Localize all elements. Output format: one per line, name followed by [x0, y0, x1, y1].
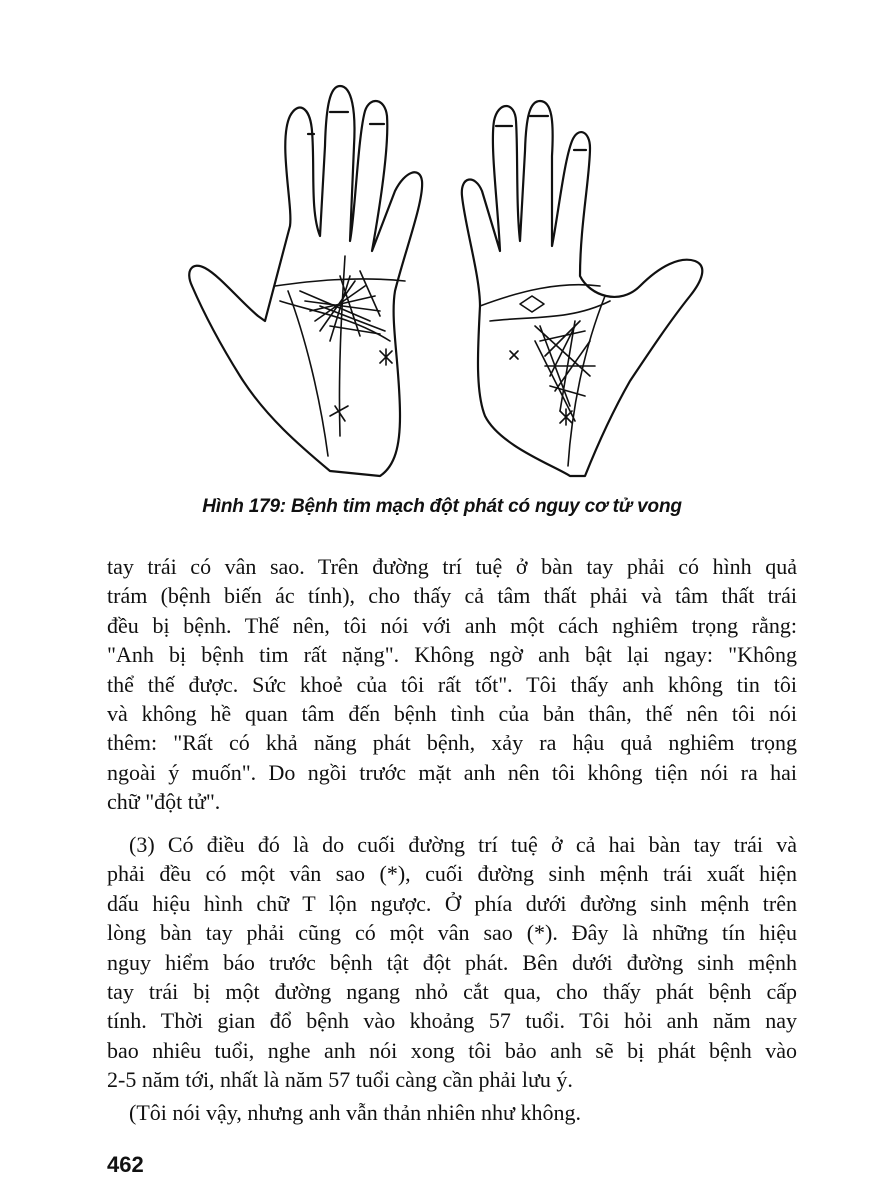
left-hand-outline: [189, 86, 422, 476]
left-star-mark: [380, 349, 392, 365]
right-head-line: [490, 301, 610, 321]
text-line: đều bị bệnh. Thế nên, tôi nói với anh một cách nghiêm trọng rằng:: [107, 612, 797, 638]
paragraph-1: [107, 552, 797, 817]
left-heart-line: [275, 279, 405, 286]
text-line: tay trái bị một đường ngang nhỏ cắt qua, cho thấy phát bệnh cấp: [107, 979, 797, 1005]
text-line: nguy hiểm báo trước bệnh tật đột phát. Bên dưới đường sinh mệnh: [107, 949, 797, 975]
text-line: tay trái có vân sao. Trên đường trí tuệ ở bàn tay phải có hình quả: [107, 554, 797, 579]
text-line: chữ "đột tử".: [107, 789, 221, 815]
text-line: tính. Thời gian đổ bệnh vào khoảng 57 tuổi. Tôi hỏi anh năm nay: [107, 1008, 797, 1034]
text-line: (Tôi nói vậy, nhưng anh vẫn thản nhiên như không.: [129, 1100, 581, 1125]
text-line: 2-5 năm tới, nhất là năm 57 tuổi càng cần phải lưu ý.: [107, 1067, 573, 1093]
text-line: và không hề quan tâm đến bệnh tình của bản thân, thế nên tôi nói: [107, 701, 797, 727]
text-line: ngoài ý muốn". Do ngồi trước mặt anh nên tôi không tiện nói ra hai: [107, 759, 797, 785]
text-line: thêm: "Rất có khả năng phát bệnh, xảy ra hậu quả nghiêm trọng: [107, 730, 797, 756]
text-line: (3) Có điều đó là do cuối đường trí tuệ ở cả hai bàn tay trái và: [129, 832, 797, 857]
palm-illustration: [180, 76, 720, 486]
text-line: bao nhiêu tuổi, nghe anh nói xong tôi bảo anh sẽ bị phát bệnh vào: [107, 1037, 797, 1063]
right-hand-outline: [462, 101, 702, 476]
right-diamond-mark: [520, 296, 544, 312]
right-hand-drawing: [462, 101, 702, 476]
paragraph-2: [107, 830, 797, 1095]
paragraph-3: [107, 1098, 797, 1127]
text-line: "Anh bị bệnh tim rất nặng". Không ngờ anh bật lại ngay: "Không: [107, 642, 797, 668]
right-heart-line: [480, 285, 600, 306]
right-small-star: [510, 351, 518, 359]
figure-caption: Hình 179: Bệnh tim mạch đột phát có nguy cơ tử vong: [202, 496, 682, 517]
text-line: phải đều có một vân sao (*), cuối đường sinh mệnh trái xuất hiện: [107, 861, 797, 887]
text-line: trám (bệnh biến ác tính), cho thấy cả tâm thất phải và tâm thất trái: [107, 583, 797, 609]
text-line: lòng bàn tay phải cũng có một vân sao (*). Đây là những tín hiệu: [107, 920, 797, 946]
right-cross-hatch: [535, 321, 595, 421]
text-line: thể thế được. Sức khoẻ của tôi rất tốt". Tôi thấy anh không tin tôi: [107, 671, 797, 697]
left-hand-drawing: [189, 86, 422, 476]
text-line: dấu hiệu hình chữ T lộn ngược. Ở phía dưới đường sinh mệnh trên: [107, 890, 797, 916]
page-number: 462: [107, 1152, 144, 1177]
